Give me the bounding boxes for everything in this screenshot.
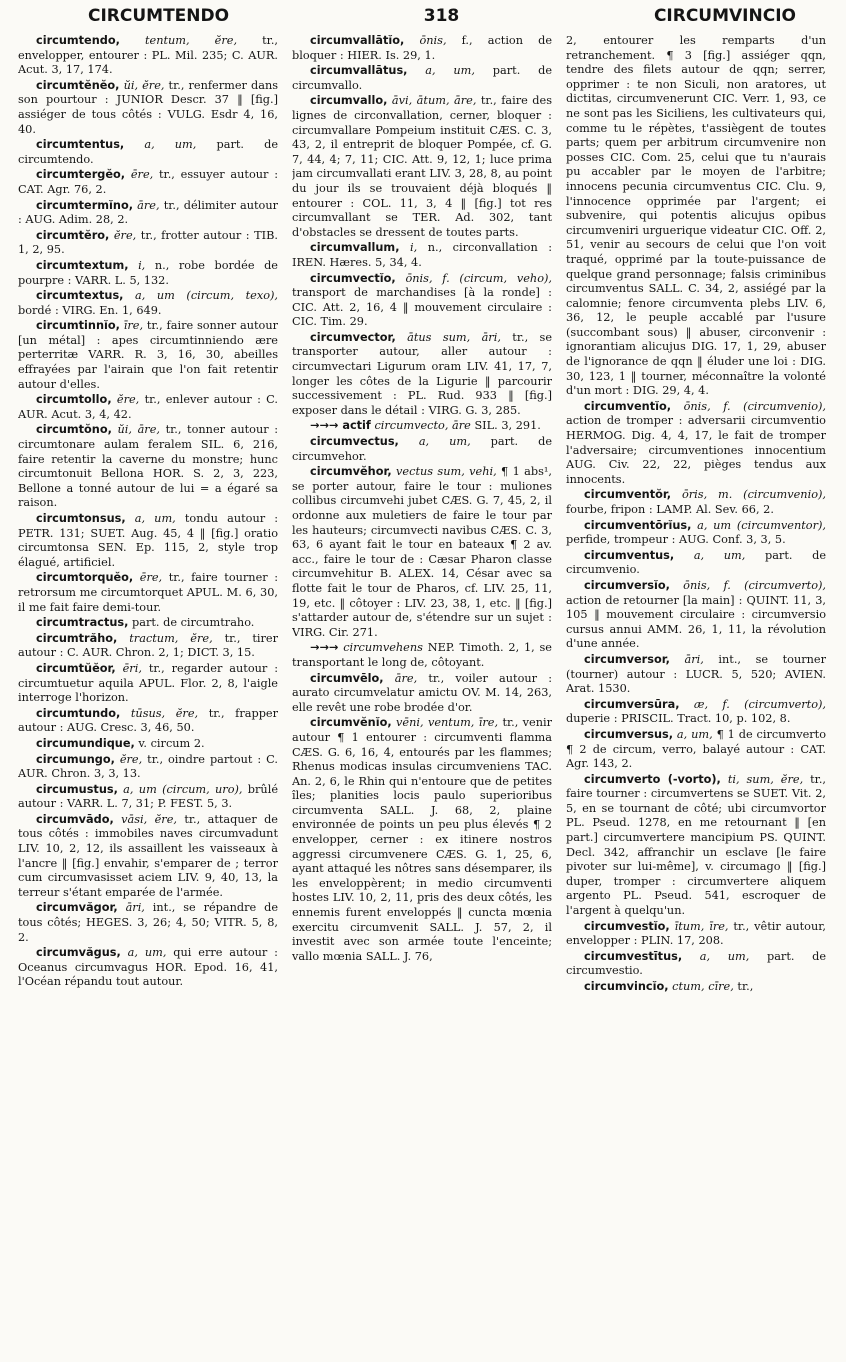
dictionary-entry — [18, 632, 278, 661]
entry-headword: circumverto (-vorto), — [584, 772, 721, 786]
entry-headword: circumtundo, — [36, 706, 121, 720]
entry-grammar: ēre, — [139, 571, 163, 585]
dictionary-entry — [18, 319, 278, 392]
dictionary-entry — [18, 199, 278, 228]
entry-grammar: æ, f. (circumverto), — [693, 697, 826, 711]
entry-grammar: ōnis, f. (circum, veho), — [405, 271, 552, 285]
entry-grammar: āri, — [684, 652, 704, 666]
entry-grammar: a, um, — [134, 512, 176, 525]
entry-grammar: a, um (circum, uro), — [123, 782, 243, 796]
dictionary-entry — [292, 716, 552, 964]
entry-grammar: āvi, ātum, āre, — [391, 94, 477, 108]
entry-headword: circumvectĭo, — [310, 271, 396, 285]
entry-grammar: ātus sum, āri, — [407, 330, 501, 344]
dictionary-entry — [18, 783, 278, 812]
dictionary-entry — [18, 571, 278, 615]
dictionary-entry — [566, 488, 826, 517]
dictionary-entry — [18, 229, 278, 258]
entry-headword: circumvēlo, — [310, 671, 384, 685]
entry-headword: circumvĕhor, — [310, 465, 392, 479]
column-2 — [292, 34, 552, 1352]
entry-headword: circumversĭo, — [584, 578, 670, 592]
dictionary-entry — [566, 728, 826, 772]
entry-headword: circumtermĭno, — [36, 198, 134, 212]
entry-headword: circumtĕro, — [36, 228, 110, 242]
entry-headword: circumventus, — [584, 548, 675, 562]
dictionary-entry — [292, 94, 552, 240]
entry-definition: NEP. Timoth. 2, 1, se transportant le long de, côtoyant. — [292, 641, 552, 669]
dictionary-entry — [292, 419, 552, 434]
entry-definition: tr., tirer autour : C. AUR. Chron. 2, 1; DICT. 3, 15. — [18, 631, 278, 660]
entry-definition: tr., essuyer autour : CAT. Agr. 76, 2. — [18, 168, 278, 196]
entry-grammar: a, um, — [699, 949, 750, 963]
entry-definition: action de retourner [la main] : QUINT. 11, 3, 105 ‖ mouvement circulaire : circumversio cursus annui AMM. 26, 1, 11, la révolution d'une année. — [566, 593, 826, 651]
dictionary-entry — [566, 519, 826, 548]
entry-definition: part. de circumvallo. — [292, 64, 552, 92]
entry-grammar: ĕre, — [119, 752, 143, 766]
dictionary-entry — [18, 707, 278, 736]
entry-headword: circumvĕnĭo, — [310, 716, 392, 730]
entry-definition: tondu autour : PETR. 131; SUET. Aug. 45, 4 ‖ [fig.] oratio circumtonsa SEN. Ep. 115, 2, style trop élagué, artificiel. — [18, 512, 278, 569]
entry-definition: tr., tonner autour : circumtonare aulam feralem SIL. 6, 216, faire retentir la caverne du monstre; hunc circumtonuit Bellona HOR. S. 2, 3, 223, Bellone a tonné autour de lui = a égaré sa raison. — [18, 423, 278, 510]
entry-definition: int., se tourner (tourner) autour : LUCR. 5, 520; AVIEN. Arat. 1530. — [566, 652, 826, 696]
entry-headword: →→→ — [310, 641, 339, 655]
entry-headword: circumversus, — [584, 727, 674, 741]
entry-headword: circumtextus, — [36, 289, 124, 303]
entry-definition: 2, entourer les remparts d'un retranchement. ¶ 3 [fig.] assiéger qqn, tendre des filets autour de qqn; serrer, opprimer : te non Siculi, non aratores, ut dictitas, circumvenerunt CIC. Verr. 1, 93, ce ne sont pas les Siciliens, les cultivateurs qui, comme tu le répètes, t'assiègent de toutes parts; quem per arbitrum circumvenire non posses CIC. Com. 25, celui que tu n'aurais pu accabler par le moyen de l'arbitre; innocens pecunia circumventus CIC. Clu. 9, l'innocence opprimée par l'argent; ei subvenire, qui potentis alicujus opibus circumveniri urguerique videatur CIC. Off. 2, 51, venir au secours de celui que l'on voit traqué, opprimé par la toute-puissance de quelque grand personnage; falsis criminibus circumventus SALL. C. 34, 2, assiégé par la calomnie; fenore circumventa plebs LIV. 6, 36, 12, le peuple accablé par l'usure (succombant sous) ‖ abuser, circonvenir : ignorantiam alicujus DIG. 17, 1, 29, abuser de l'ignorance de qqn ‖ éluder une loi : DIG. 30, 123, 1 ‖ tourner, méconnaître la volonté d'un mort : DIG. 29, 4, 4. — [566, 34, 826, 398]
entry-headword: circumtĕnĕo, — [36, 78, 120, 92]
entry-definition: tr., frotter autour : TIB. 1, 2, 95. — [18, 228, 278, 257]
dictionary-entry — [292, 465, 552, 640]
entry-definition: tr., envelopper, entourer : PL. Mil. 235; C. AUR. Acut. 3, 17, 174. — [18, 34, 278, 77]
entry-grammar: āri, — [125, 901, 145, 915]
dictionary-entry — [566, 980, 826, 995]
dictionary-entry — [18, 138, 278, 167]
entry-definition: tr., frapper autour : AUG. Cresc. 3, 46, 50. — [18, 706, 278, 735]
entry-headword: circumvectus, — [310, 435, 399, 449]
entry-definition: ¶ 1 de circumverto ¶ 2 de circum, verro, balayé autour : CAT. Agr. 143, 2. — [566, 727, 826, 771]
entry-grammar: a, um, — [144, 138, 197, 152]
columns — [18, 34, 832, 1352]
entry-grammar: a, um, — [425, 64, 475, 78]
entry-headword: circumtextum, — [36, 258, 129, 272]
entry-headword: circumtollo, — [36, 393, 112, 407]
entry-grammar: a, um, — [676, 727, 713, 741]
entry-headword: circumvăgor, — [36, 901, 118, 915]
entry-headword: circumtinnĭo, — [36, 319, 120, 333]
entry-grammar: tentum, ĕre, — [144, 34, 238, 47]
entry-grammar: vāsi, ĕre, — [121, 812, 177, 826]
dictionary-entry — [566, 773, 826, 919]
entry-grammar: ctum, cīre, — [672, 980, 734, 993]
entry-grammar: ēre, — [130, 168, 154, 182]
entry-grammar: vēni, ventum, īre, — [396, 716, 499, 730]
dictionary-entry — [292, 641, 552, 670]
entry-definition: brûlé autour : VARR. L. 7, 31; P. FEST. 5, 3. — [18, 782, 278, 811]
entry-definition: tr., faire des lignes de circonvallation, cerner, bloquer : circumvallare Pompeium instituit CÆS. C. 3, 43, 2, il entreprit de bloquer Pompée, cf. G. 7, 44, 4; 7, 11; CIC. Att. 9, 12, 1; luce prima jam circumvallati erant LIV. 3, 28, 8, au point du jour ils se trouvaient déjà bloqués ‖ entourer : COL. 11, 3, 4 ‖ [fig.] tot res circumvallant se TER. Ad. 302, tant d'obstacles se dressent de toutes parts. — [292, 94, 552, 239]
entry-definition: qui erre autour : Oceanus circumvagus HOR. Epod. 16, 41, l'Océan répandu tout autour. — [18, 946, 278, 989]
entry-definition: tr., se transporter autour, aller autour : circumvectari Ligurum oram LIV. 41, 17, 7, longer les côtes de la Ligurie ‖ parcourir successivement : PL. Rud. 933 ‖ [fig.] exposer dans le détail : VIRG. G. 3, 285. — [292, 330, 552, 417]
entry-definition: SIL. 3, 291. — [474, 419, 541, 433]
dictionary-entry — [292, 34, 552, 63]
entry-grammar: i, — [410, 241, 418, 255]
dictionary-entry — [18, 753, 278, 782]
entry-definition: transport de marchandises [à la ronde] : CIC. Att. 2, 16, 4 ‖ mouvement circulaire : CIC. Tim. 29. — [292, 286, 552, 329]
entry-grammar: āre, — [137, 198, 160, 212]
dictionary-entry — [18, 79, 278, 137]
entry-definition: part. de circumvehor. — [292, 435, 552, 463]
entry-headword: circumversor, — [584, 652, 670, 666]
header-left-guideword: CIRCUMTENDO — [88, 6, 230, 26]
dictionary-entry — [566, 34, 826, 399]
entry-grammar: ōnis, — [419, 34, 447, 47]
dictionary-entry — [18, 662, 278, 706]
entry-definition: part. de circumvenio. — [566, 548, 826, 577]
entry-grammar: ēri, — [122, 661, 142, 675]
column-3 — [566, 34, 826, 1352]
entry-definition: part. de circumtraho. — [132, 616, 255, 630]
entry-grammar: a, um, — [127, 946, 167, 960]
entry-headword: circumtonsus, — [36, 512, 126, 525]
header-right-guideword: CIRCUMVINCIO — [653, 6, 796, 26]
dictionary-entry — [566, 579, 826, 652]
entry-headword: circumtentus, — [36, 138, 125, 152]
entry-grammar: circumvecto, āre — [374, 419, 471, 433]
dictionary-entry — [292, 241, 552, 270]
dictionary-entry — [292, 272, 552, 330]
dictionary-entry — [18, 946, 278, 990]
entry-definition: tr., faire sonner autour [un métal] : apes circumtinniendo ære perterritæ VARR. R. 3, 16, 30, abeilles effrayées par l'airain que l'on fait retentir autour d'elles. — [18, 319, 278, 391]
entry-definition: n., robe bordée de pourpre : VARR. L. 5, 132. — [18, 258, 278, 287]
running-header — [18, 6, 832, 34]
entry-definition: tr., faire tourner : retrorsum me circumtorquet APUL. M. 6, 30, il me fait faire demi-tour. — [18, 571, 278, 614]
dictionary-entry — [18, 813, 278, 901]
column-1 — [18, 34, 278, 1352]
entry-headword: circumtrăho, — [36, 631, 118, 645]
dictionary-entry — [566, 549, 826, 578]
entry-headword: circumtergĕo, — [36, 168, 126, 182]
entry-headword: circumvallo, — [310, 94, 388, 108]
dictionary-entry — [18, 423, 278, 511]
entry-headword: circumventĭo, — [584, 399, 672, 413]
entry-grammar: vectus sum, vehi, — [396, 465, 497, 479]
entry-grammar: ti, sum, ĕre, — [727, 772, 804, 786]
entry-definition: tr., attaquer de tous côtés : immobiles naves circumvadunt LIV. 10, 2, 12, ils assaillent les vaisseaux à l'ancre ‖ [fig.] envahir, s'emparer de ; terror cum circumvasisset aciem LIV. 9, 40, 13, la terreur s'étant emparée de l'armée. — [18, 812, 278, 899]
entry-headword: circumvestĭo, — [584, 919, 670, 933]
entry-definition: perfide, trompeur : AUG. Conf. 3, 3, 5. — [566, 533, 786, 547]
entry-headword: circumtendo, — [36, 34, 120, 47]
dictionary-entry — [292, 435, 552, 464]
entry-definition: tr., oindre partout : C. AUR. Chron. 3, 3, 13. — [18, 752, 278, 781]
entry-definition: fourbe, fripon : LAMP. Al. Sev. 66, 2. — [566, 503, 774, 516]
entry-definition: tr., faire tourner : circumvertens se SUET. Vit. 2, 5, en se tournant de côté; ubi circumvortor PL. Pseud. 1278, en me retournant ‖ [en part.] circumvertere mancipium PS. QUINT. Decl. 342, affranchir un esclave [le faire pivoter sur lui-même], v. circumago ‖ [fig.] duper, tromper : circumvertere aliquem argento PL. Pseud. 541, escroquer de l'argent à quelqu'un. — [566, 772, 826, 918]
entry-headword: circumvallātus, — [310, 64, 408, 78]
entry-definition: tr., renfermer dans son pourtour : JUNIOR Descr. 37 ‖ [fig.] assiéger de tous côtés : VULG. Esdr 4, 16, 40. — [18, 78, 278, 136]
entry-grammar: īre, — [123, 319, 144, 333]
entry-grammar: circumvehens — [343, 641, 423, 655]
entry-headword: circumtŭĕor, — [36, 661, 116, 675]
dictionary-entry — [292, 64, 552, 93]
entry-grammar: ĕre, — [113, 228, 137, 242]
entry-grammar: ōris, m. (circumvenio), — [681, 488, 826, 502]
entry-definition: tr., venir autour ¶ 1 entourer : circumventi flamma CÆS. G. 6, 16, 4, entourés par les flammes; Rhenus modicas insulas circumveniens TAC. An. 2, 6, le Rhin qui n'entoure que de petites îles; planities locis paulo superioribus circumventa SALL. J. 68, 2, plaine environnée de points un peu plus élevés ¶ 2 envelopper, cerner : ex itinere nostros aggressi circumvenere CÆS. G. 1, 25, 6, ayant attaqué les nôtres sans désemparer, ils les enveloppèrent; in medio circumventi hostes LIV. 10, 2, 11, pris des deux côtés, les ennemis furent enveloppés ‖ cuncta mœnia exercitu circumvenit SALL. J. 57, 2, il investit avec son armée toute l'enceinte; vallo mœnia SALL. J. 76, — [292, 716, 552, 963]
dictionary-entry — [18, 616, 278, 631]
entry-headword: circumventōrĭus, — [584, 518, 692, 532]
entry-grammar: ŭi, ĕre, — [123, 78, 165, 92]
entry-headword: circumustus, — [36, 782, 118, 796]
entry-definition: tr., vêtir autour, envelopper : PLIN. 17, 208. — [566, 919, 826, 948]
entry-grammar: i, — [138, 258, 146, 272]
entry-grammar: tūsus, ĕre, — [130, 706, 199, 720]
entry-headword: circumtorquĕo, — [36, 571, 134, 585]
entry-grammar: a, um, — [693, 548, 746, 562]
dictionary-entry — [566, 698, 826, 727]
dictionary-entry — [18, 393, 278, 422]
entry-grammar: a, um (circum, texo), — [135, 289, 278, 303]
dictionary-entry — [292, 672, 552, 716]
entry-headword: circumvăgus, — [36, 946, 121, 960]
entry-definition: n., circonvallation : IREN. Hæres. 5, 34, 4. — [292, 241, 552, 269]
entry-grammar: ŭi, āre, — [117, 423, 160, 437]
entry-headword: circumvestītus, — [584, 949, 683, 963]
entry-definition: tr., voiler autour : aurato circumvelatur amictu OV. M. 14, 263, elle revêt une robe brodée d'or. — [292, 671, 552, 714]
entry-grammar: a, um (circumventor), — [697, 518, 826, 532]
entry-headword: circumvector, — [310, 330, 396, 344]
entry-headword: circumvādo, — [36, 812, 114, 826]
entry-headword: circumvallātĭo, — [310, 34, 405, 47]
entry-grammar: tractum, ĕre, — [129, 631, 213, 645]
dictionary-entry — [18, 34, 278, 78]
entry-headword: circumvincĭo, — [584, 980, 669, 993]
dictionary-entry — [292, 331, 552, 419]
dictionary-entry — [566, 653, 826, 697]
dictionary-entry — [566, 950, 826, 979]
entry-grammar: ōnis, f. (circumvenio), — [683, 399, 826, 413]
entry-grammar: ōnis, f. (circumverto), — [683, 578, 826, 592]
entry-headword: →→→ actif — [310, 419, 371, 433]
dictionary-entry — [566, 920, 826, 949]
dictionary-entry — [18, 901, 278, 945]
entry-definition: bordé : VIRG. En. 1, 649. — [18, 303, 162, 317]
entry-headword: circumversūra, — [584, 697, 680, 711]
entry-headword: circumungo, — [36, 752, 115, 766]
dictionary-entry — [566, 400, 826, 488]
dictionary-entry — [18, 512, 278, 570]
entry-headword: circumventŏr, — [584, 488, 672, 502]
entry-definition: part. de circumtendo. — [18, 138, 278, 166]
entry-definition: f., action de bloquer : HIER. Is. 29, 1. — [292, 34, 552, 62]
entry-grammar: ītum, īre, — [674, 919, 729, 933]
dictionary-entry — [18, 289, 278, 318]
entry-definition: v. circum 2. — [138, 736, 205, 750]
page-number: 318 — [423, 6, 460, 26]
dictionary-entry — [18, 168, 278, 197]
dictionary-entry — [18, 259, 278, 288]
entry-definition: tr., regarder autour : circumtuetur aquila APUL. Flor. 2, 8, l'aigle interroge l'horizon. — [18, 661, 278, 705]
entry-definition: tr., délimiter autour : AUG. Adim. 28, 2. — [18, 198, 278, 227]
entry-definition: action de tromper : adversarii circumventio HERMOG. Dig. 4, 4, 17, le fait de tromper l'adversaire; circumventiones innocentium AUG. Civ. 22, 22, pièges tendus aux innocents. — [566, 414, 826, 486]
entry-headword: circumtŏno, — [36, 423, 112, 437]
entry-definition: tr., — [737, 980, 754, 993]
entry-grammar: a, um, — [418, 435, 471, 449]
entry-definition: ¶ 1 abs¹, se porter autour, faire le tour : muliones collibus circumvehi jubet CÆS. G. 7, 45, 2, il ordonne aux muletiers de faire le tour par les hauteurs; circumvecti navibus CÆS. C. 3, 63, 6 ayant fait le tour en bateaux ¶ 2 av. acc., faire le tour de : Cæsar Pharon classe circumvehitur B. ALEX. 14, César avec sa flotte fait le tour de Pharos, cf. LIV. 25, 11, 19, etc. ‖ côtoyer : LIV. 23, 38, 1, etc. ‖ [fig.] s'attarder autour de, s'étendre sur un sujet : VIRG. Cir. 271. — [292, 465, 552, 639]
entry-headword: circumundique, — [36, 736, 135, 750]
entry-grammar: ĕre, — [116, 393, 140, 407]
entry-definition: tr., enlever autour : C. AUR. Acut. 3, 4, 42. — [18, 393, 278, 421]
entry-definition: duperie : PRISCIL. Tract. 10, p. 102, 8. — [566, 712, 791, 726]
entry-definition: part. de circumvestio. — [566, 949, 826, 978]
entry-definition: int., se répandre de tous côtés; HEGES. 3, 26; 4, 50; VITR. 5, 8, 2. — [18, 901, 278, 944]
dictionary-entry — [18, 737, 278, 752]
entry-headword: circumtractus, — [36, 616, 129, 630]
entry-grammar: āre, — [394, 671, 418, 685]
entry-headword: circumvallum, — [310, 241, 400, 255]
